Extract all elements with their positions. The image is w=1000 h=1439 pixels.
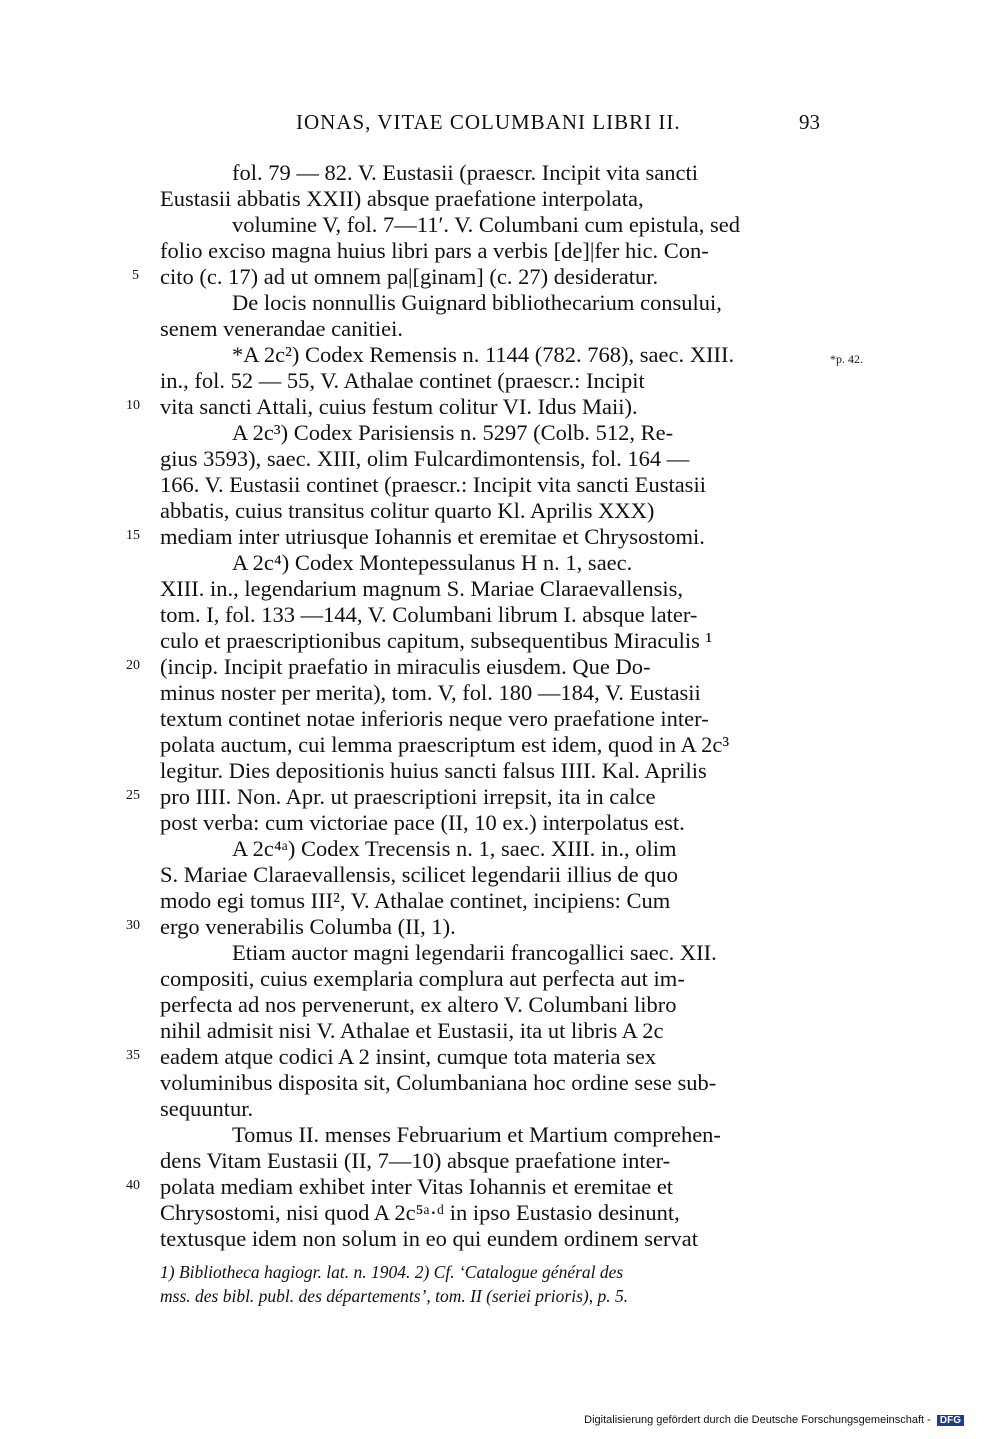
text-line: polata mediam exhibet inter Vitas Iohannis et eremitae et: [160, 1174, 674, 1199]
text-line: A 2c⁴ᵃ) Codex Trecensis n. 1, saec. XIII. in., olim: [232, 836, 677, 861]
text-line: nihil admisit nisi V. Athalae et Eustasii, ita ut libris A 2c: [160, 1018, 664, 1043]
digitization-credit: [584, 1414, 964, 1426]
line-number: 15: [126, 528, 140, 543]
text-line: S. Mariae Claraevallensis, scilicet legendarii illius de quo: [160, 862, 678, 887]
line-number: 25: [126, 788, 140, 803]
text-line: Chrysostomi, nisi quod A 2c⁵ᵃ·ᵈ in ipso Eustasio desinunt,: [160, 1200, 680, 1225]
text-line: voluminibus disposita sit, Columbaniana hoc ordine sese sub-: [160, 1070, 717, 1095]
text-line: textusque idem non solum in eo qui eundem ordinem servat: [160, 1226, 699, 1251]
line-number: 40: [126, 1178, 140, 1193]
text-line: eadem atque codici A 2 insint, cumque tota materia sex: [160, 1044, 657, 1069]
text-line: gius 3593), saec. XIII, olim Fulcardimontensis, fol. 164 —: [160, 446, 690, 471]
text-line: Etiam auctor magni legendarii francogallici saec. XII.: [232, 940, 717, 965]
text-line: mediam inter utriusque Iohannis et eremitae et Chrysostomi.: [160, 524, 705, 549]
text-line: compositi, cuius exemplaria complura aut perfecta aut im-: [160, 966, 685, 991]
text-line: abbatis, cuius transitus colitur quarto Kl. Aprilis XXX): [160, 498, 655, 523]
text-line: pro IIII. Non. Apr. ut praescriptioni irrepsit, ita in calce: [160, 784, 656, 809]
text-line: XIII. in., legendarium magnum S. Mariae Claraevallensis,: [160, 576, 683, 601]
text-line: polata auctum, cui lemma praescriptum est idem, quod in A 2c³: [160, 732, 730, 757]
text-line: post verba: cum victoriae pace (II, 10 ex.) interpolatus est.: [160, 810, 685, 835]
line-number: 20: [126, 658, 140, 673]
page-number: 93: [799, 110, 820, 134]
text-line: *A 2c²) Codex Remensis n. 1144 (782. 768), saec. XIII.: [232, 342, 735, 367]
text-line: A 2c³) Codex Parisiensis n. 5297 (Colb. 512, Re-: [232, 420, 674, 445]
text-line: fol. 79 — 82. V. Eustasii (praescr. Incipit vita sancti: [232, 160, 698, 185]
credit-text: Digitalisierung gefördert durch die Deutsche Forschungsgemeinschaft -: [584, 1414, 931, 1426]
text-line: minus noster per merita), tom. V, fol. 180 —184, V. Eustasii: [160, 680, 701, 705]
running-title: IONAS, VITAE COLUMBANI LIBRI II.: [296, 110, 681, 134]
text-line: folio exciso magna huius libri pars a verbis [de]|fer hic. Con-: [160, 238, 709, 263]
text-line: ergo venerabilis Columba (II, 1).: [160, 914, 456, 939]
text-line: 166. V. Eustasii continet (praescr.: Incipit vita sancti Eustasii: [160, 472, 706, 497]
line-number: 30: [126, 918, 140, 933]
text-line: De locis nonnullis Guignard bibliothecarium consului,: [232, 290, 722, 315]
text-line: perfecta ad nos pervenerunt, ex altero V. Columbani libro: [160, 992, 677, 1017]
text-line: senem venerandae canitiei.: [160, 316, 403, 341]
marginal-page-reference: *p. 42.: [830, 352, 863, 366]
body-text: [160, 160, 820, 1250]
text-line: culo et praescriptionibus capitum, subsequentibus Miraculis ¹: [160, 628, 713, 653]
text-line: tom. I, fol. 133 —144, V. Columbani librum I. absque later-: [160, 602, 698, 627]
text-line: vita sancti Attali, cuius festum colitur VI. Idus Maii).: [160, 394, 638, 419]
footnote-line: 1) Bibliotheca hagiogr. lat. n. 1904. 2) Cf. ‘Catalogue général des: [160, 1262, 624, 1282]
line-number: 5: [132, 268, 139, 283]
line-number: 10: [126, 398, 140, 413]
text-line: sequuntur.: [160, 1096, 254, 1121]
text-line: Tomus II. menses Februarium et Martium comprehen-: [232, 1122, 721, 1147]
line-number: 35: [126, 1048, 140, 1063]
text-line: modo egi tomus III², V. Athalae continet, incipiens: Cum: [160, 888, 671, 913]
dfg-logo: DFG: [937, 1415, 964, 1426]
footnote-line: mss. des bibl. publ. des départements’, tom. II (seriei prioris), p. 5.: [160, 1286, 629, 1306]
text-line: dens Vitam Eustasii (II, 7—10) absque praefatione inter-: [160, 1148, 671, 1173]
running-header: [160, 110, 820, 140]
text-line: (incip. Incipit praefatio in miraculis eiusdem. Que Do-: [160, 654, 651, 679]
text-line: volumine V, fol. 7—11′. V. Columbani cum epistula, sed: [232, 212, 741, 237]
text-line: cito (c. 17) ad ut omnem pa|[ginam] (c. 27) desideratur.: [160, 264, 659, 289]
text-line: Eustasii abbatis XXII) absque praefatione interpolata,: [160, 186, 644, 211]
text-line: legitur. Dies depositionis huius sancti falsus IIII. Kal. Aprilis: [160, 758, 707, 783]
text-line: A 2c⁴) Codex Montepessulanus H n. 1, saec.: [232, 550, 633, 575]
text-line: in., fol. 52 — 55, V. Athalae continet (praescr.: Incipit: [160, 368, 645, 393]
text-line: textum continet notae inferioris neque vero praefatione inter-: [160, 706, 709, 731]
